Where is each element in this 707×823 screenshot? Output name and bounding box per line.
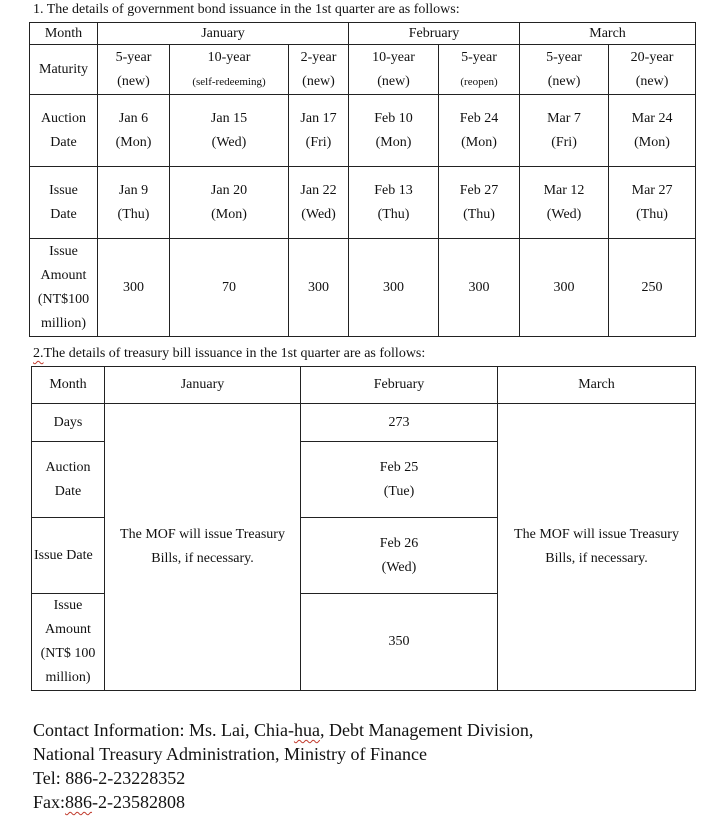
fax-code: 886 — [65, 792, 93, 812]
date-text: Feb 13 — [374, 182, 413, 198]
issue-amount-cell: 300 — [439, 239, 520, 337]
fax-label: Fax: — [33, 792, 66, 812]
month-header: Month — [30, 23, 98, 45]
issue-date-row — [30, 167, 696, 239]
month-february: February — [349, 23, 520, 45]
treasury-bill-table — [31, 366, 696, 691]
label-line: million) — [40, 315, 87, 331]
issue-date-cell — [349, 167, 439, 239]
february-issue-amount: 350 — [301, 594, 498, 691]
label-line: Amount — [40, 267, 87, 283]
issue-date-cell — [289, 167, 349, 239]
issue-type: (new) — [635, 73, 669, 89]
day-text: (Fri) — [551, 134, 577, 150]
label-line: Amount — [45, 622, 91, 637]
issue-type: (self-redeeming) — [192, 75, 266, 88]
days-label: Days — [32, 404, 105, 442]
month-february: February — [301, 367, 498, 404]
date-text: Jan 9 — [118, 182, 149, 198]
note-line: Bills, if necessary. — [545, 551, 648, 566]
issue-type: (reopen) — [460, 75, 498, 88]
maturity-term: 5-year — [115, 49, 152, 65]
issue-date-cell — [170, 167, 289, 239]
maturity-cell — [349, 45, 439, 95]
contact-line-1 — [33, 720, 533, 741]
maturity-cell — [609, 45, 696, 95]
maturity-label: Maturity — [30, 45, 98, 95]
date-text: Jan 6 — [118, 110, 149, 126]
maturity-term: 5-year — [546, 49, 582, 65]
date-text: Feb 10 — [374, 110, 413, 126]
label-line: Auction — [45, 459, 91, 475]
january-note — [105, 404, 301, 691]
auction-date-cell — [289, 95, 349, 167]
date-text: Mar 7 — [547, 110, 581, 126]
contact-text: Contact Information: Ms. Lai, Chia- — [33, 720, 294, 740]
maturity-cell — [439, 45, 520, 95]
issue-amount-cell: 300 — [520, 239, 609, 337]
maturity-row — [30, 45, 696, 95]
contact-tel: Tel: 886-2-23228352 — [33, 768, 186, 788]
day-text: (Mon) — [634, 134, 670, 150]
note-line: The MOF will issue Treasury — [120, 527, 285, 542]
issue-date-label: Issue Date — [32, 518, 105, 594]
date-text: Jan 15 — [210, 110, 248, 126]
issue-amount-label — [32, 594, 105, 691]
label-line: (NT$ 100 — [40, 646, 96, 661]
issue-amount-cell: 300 — [98, 239, 170, 337]
contact-name-part: hua — [293, 720, 320, 740]
issue-amount-row — [30, 239, 696, 337]
maturity-term: 20-year — [630, 49, 674, 65]
issue-date-label — [30, 167, 98, 239]
label-line: Auction — [40, 110, 87, 126]
auction-date-cell — [520, 95, 609, 167]
government-bond-table — [29, 22, 696, 337]
label-line: Issue — [49, 243, 78, 259]
month-header: Month — [32, 367, 105, 404]
issue-date-cell — [98, 167, 170, 239]
label-line: Date — [50, 134, 77, 150]
auction-date-label — [32, 442, 105, 518]
auction-date-row — [30, 95, 696, 167]
issue-amount-cell: 300 — [349, 239, 439, 337]
day-text: (Wed) — [381, 559, 417, 575]
maturity-term: 10-year — [372, 49, 415, 65]
label-line: million) — [45, 670, 91, 685]
month-january: January — [105, 367, 301, 404]
day-text: (Wed) — [546, 206, 582, 222]
date-text: Feb 27 — [459, 182, 499, 198]
day-text: (Thu) — [636, 206, 668, 222]
contact-fax — [33, 792, 185, 813]
issue-date-cell — [609, 167, 696, 239]
day-text: (Mon) — [375, 134, 412, 150]
february-issue-date — [301, 518, 498, 594]
issue-type: (new) — [547, 73, 581, 89]
day-text: (Fri) — [305, 134, 332, 150]
auction-date-cell — [98, 95, 170, 167]
auction-date-cell — [349, 95, 439, 167]
days-row — [32, 404, 696, 442]
month-header-row — [32, 367, 696, 404]
maturity-cell — [520, 45, 609, 95]
issue-date-cell — [439, 167, 520, 239]
maturity-cell — [289, 45, 349, 95]
maturity-term: 10-year — [207, 49, 251, 65]
label-line: Date — [54, 483, 82, 499]
issue-amount-cell: 70 — [170, 239, 289, 337]
auction-date-cell — [609, 95, 696, 167]
month-march: March — [498, 367, 696, 404]
label-line: Issue — [49, 182, 78, 198]
issue-amount-label — [30, 239, 98, 337]
month-january: January — [98, 23, 349, 45]
label-line: Issue — [53, 598, 83, 613]
issue-type: (new) — [377, 73, 410, 89]
date-text: Jan 22 — [300, 182, 337, 198]
issue-amount-cell: 300 — [289, 239, 349, 337]
bill-section-heading — [33, 346, 425, 362]
label-line: Date — [50, 206, 77, 222]
day-text: (Wed) — [211, 134, 247, 150]
issue-type: (new) — [302, 73, 335, 89]
date-text: Feb 26 — [379, 535, 419, 551]
date-text: Jan 17 — [300, 110, 337, 126]
maturity-cell — [98, 45, 170, 95]
issue-type: (new) — [117, 73, 150, 89]
month-header-row — [30, 23, 696, 45]
note-line: Bills, if necessary. — [151, 551, 254, 566]
fax-number: -2-23582808 — [92, 792, 186, 812]
date-text: Feb 24 — [459, 110, 499, 126]
day-text: (Mon) — [461, 134, 497, 150]
auction-date-label — [30, 95, 98, 167]
date-text: Feb 25 — [379, 459, 419, 475]
day-text: (Thu) — [117, 206, 150, 222]
maturity-cell — [170, 45, 289, 95]
day-text: (Mon) — [211, 206, 247, 222]
february-days: 273 — [301, 404, 498, 442]
day-text: (Tue) — [383, 483, 415, 499]
issue-amount-cell: 250 — [609, 239, 696, 337]
auction-date-cell — [439, 95, 520, 167]
month-march: March — [520, 23, 696, 45]
date-text: Mar 24 — [631, 110, 673, 126]
date-text: Mar 27 — [631, 182, 673, 198]
note-line: The MOF will issue Treasury — [514, 527, 679, 542]
bond-section-heading: 1. The details of government bond issuance in the 1st quarter are as follows: — [33, 2, 460, 17]
label-line: (NT$100 — [37, 291, 90, 307]
contact-text: , Debt Management Division, — [319, 720, 534, 740]
day-text: (Mon) — [115, 134, 152, 150]
heading-number: 2. — [33, 346, 44, 361]
february-auction-date — [301, 442, 498, 518]
day-text: (Wed) — [301, 206, 336, 222]
heading-text: The details of treasury bill issuance in the 1st quarter are as follows: — [43, 346, 426, 361]
contact-line-2: National Treasury Administration, Ministry of Finance — [33, 744, 427, 764]
maturity-term: 2-year — [300, 49, 337, 65]
day-text: (Thu) — [463, 206, 495, 222]
auction-date-cell — [170, 95, 289, 167]
date-text: Mar 12 — [543, 182, 585, 198]
maturity-term: 5-year — [461, 49, 497, 65]
date-text: Jan 20 — [210, 182, 248, 198]
march-note — [498, 404, 696, 691]
day-text: (Thu) — [377, 206, 410, 222]
issue-date-cell — [520, 167, 609, 239]
